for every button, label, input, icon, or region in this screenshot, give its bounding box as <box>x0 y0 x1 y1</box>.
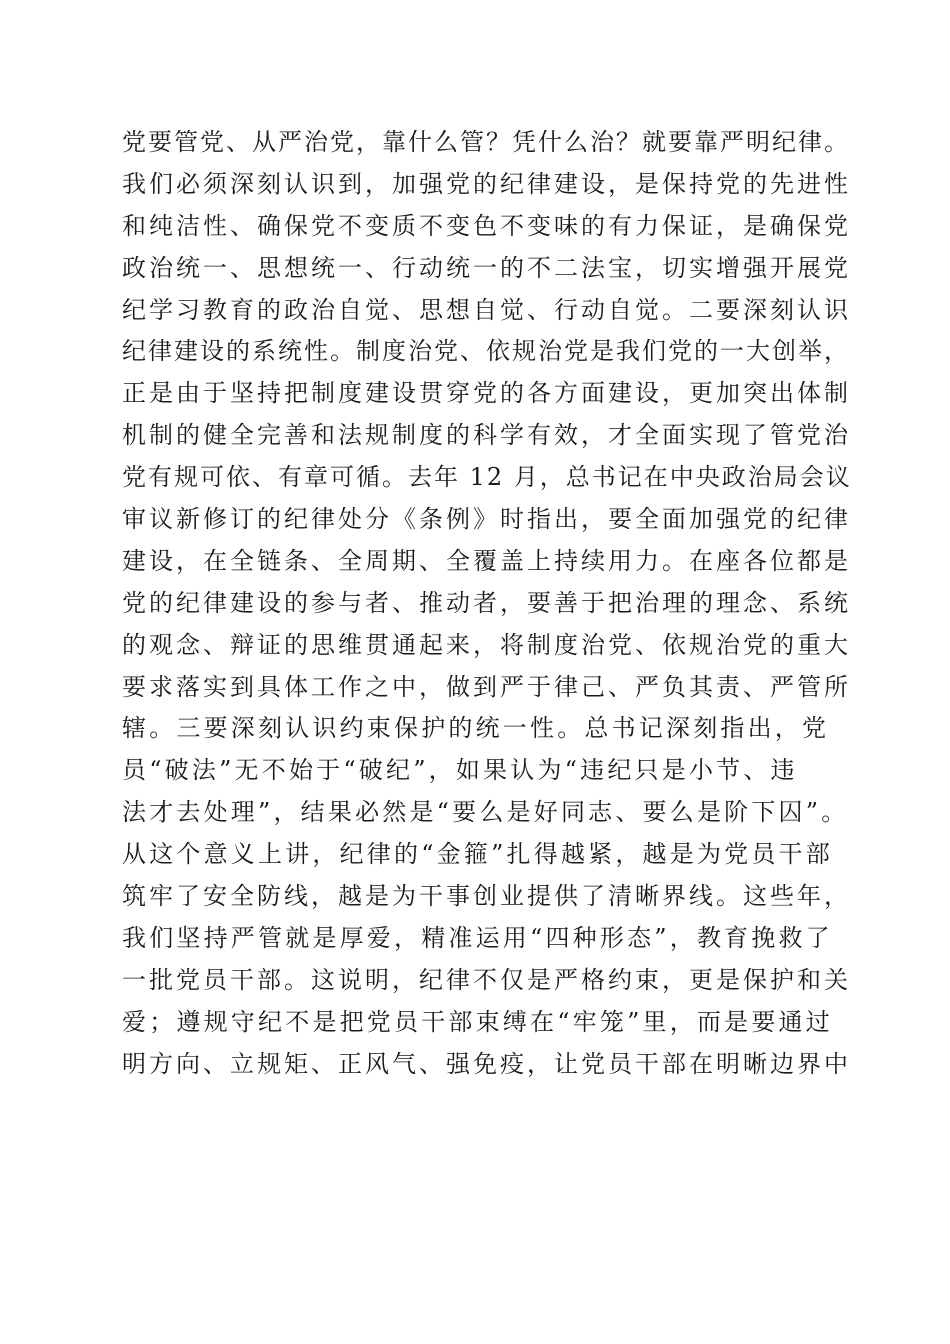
text-line: 的观念、辩证的思维贯通起来，将制度治党、依规治党的重大 <box>122 630 851 659</box>
text-line: 纪学习教育的政治自觉、思想自觉、行动自觉。二要深刻认识 <box>122 295 851 324</box>
text-line: 正是由于坚持把制度建设贯穿党的各方面建设，更加突出体制 <box>122 379 851 408</box>
text-line: 我们必须深刻认识到，加强党的纪律建设，是保持党的先进性 <box>122 169 851 198</box>
text-line: 党要管党、从严治党，靠什么管？凭什么治？就要靠严明纪律。 <box>122 128 850 156</box>
text-line: 我们坚持严管就是厚爱，精准运用“四种形态”，教育挽救了 <box>122 923 833 952</box>
text-line: 员“破法”无不始于“破纪”，如果认为“违纪只是小节、违 <box>122 756 798 785</box>
text-line: 和纯洁性、确保党不变质不变色不变味的有力保证，是确保党 <box>122 211 851 240</box>
text-line: 法才去处理”，结果必然是“要么是好同志、要么是阶下囚”。 <box>122 798 849 827</box>
text-line: 要求落实到具体工作之中，做到严于律己、严负其责、严管所 <box>122 672 851 701</box>
text-line: 党有规可依、有章可循。去年 12 月，总书记在中央政治局会议 <box>122 463 852 492</box>
text-line: 明方向、立规矩、正风气、强免疫，让党员干部在明晰边界中 <box>122 1049 851 1078</box>
text-line: 辖。三要深刻认识约束保护的统一性。总书记深刻指出，党 <box>122 714 830 743</box>
text-line: 审议新修订的纪律处分《条例》时指出，要全面加强党的纪律 <box>122 505 851 534</box>
text-line: 政治统一、思想统一、行动统一的不二法宝，切实增强开展党 <box>122 253 851 282</box>
text-line: 建设，在全链条、全周期、全覆盖上持续用力。在座各位都是 <box>122 546 851 575</box>
text-line: 从这个意义上讲，纪律的“金箍”扎得越紧，越是为党员干部 <box>122 840 833 869</box>
text-line: 一批党员干部。这说明，纪律不仅是严格约束，更是保护和关 <box>122 965 851 994</box>
body-text <box>122 122 852 1085</box>
text-line: 党的纪律建设的参与者、推动者，要善于把治理的理念、系统 <box>122 588 851 617</box>
text-line: 机制的健全完善和法规制度的科学有效，才全面实现了管党治 <box>122 421 851 450</box>
text-line: 爱；遵规守纪不是把党员干部束缚在“牢笼”里，而是要通过 <box>122 1007 833 1036</box>
text-line: 纪律建设的系统性。制度治党、依规治党是我们党的一大创举， <box>122 337 850 366</box>
text-line: 筑牢了安全防线，越是为干事创业提供了清晰界线。这些年， <box>122 882 851 911</box>
